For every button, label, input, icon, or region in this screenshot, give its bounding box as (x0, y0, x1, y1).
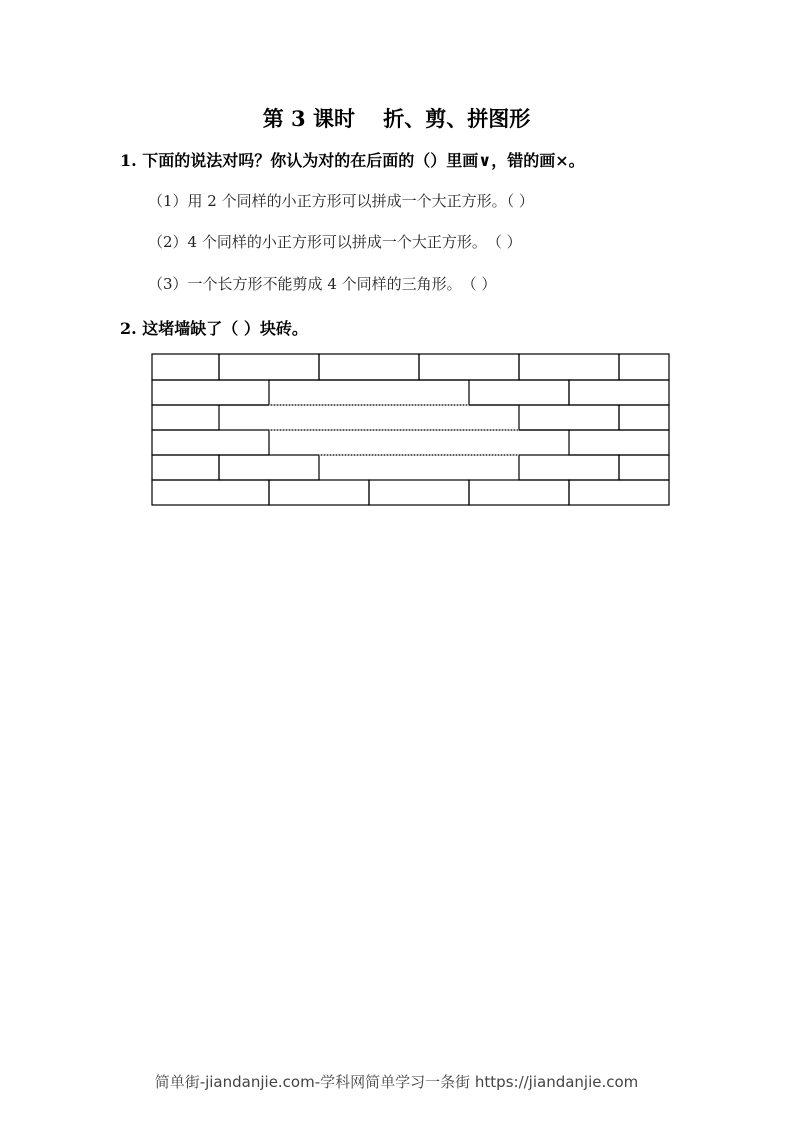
brick (519, 405, 619, 430)
brick (569, 480, 669, 505)
brick (619, 354, 669, 380)
brick (619, 405, 669, 430)
brick (152, 430, 269, 455)
brick (469, 380, 569, 405)
brick (219, 354, 319, 380)
brick (319, 354, 419, 380)
question-1-prompt: 1. 下面的说法对吗？你认为对的在后面的（）里画∨，错的画×。 (120, 151, 585, 170)
brick (269, 480, 369, 505)
brick (152, 455, 219, 480)
brick (152, 405, 219, 430)
brick (569, 380, 669, 405)
brick (619, 455, 669, 480)
brick (152, 480, 269, 505)
brick (152, 380, 269, 405)
question-2-prompt: 2. 这堵墙缺了（ ）块砖。 (120, 319, 308, 338)
brick (569, 430, 669, 455)
question-1-item: （3）一个长方形不能剪成 4 个同样的三角形。 （ ） (148, 275, 497, 293)
page-title: 第 3 课时 折、剪、拼图形 (262, 106, 531, 131)
footer-watermark: 简单街-jiandanjie.com-学科网简单学习一条街 https://jiandanjie.com (154, 1073, 639, 1091)
question-1-item: （2）4 个同样的小正方形可以拼成一个大正方形。 （ ） (148, 233, 522, 251)
brick (419, 354, 519, 380)
brick (219, 455, 319, 480)
question-1-item: （1）用 2 个同样的小正方形可以拼成一个大正方形。（ ） (148, 192, 534, 210)
brick (369, 480, 469, 505)
brick (469, 480, 569, 505)
brick (519, 455, 619, 480)
brick (152, 354, 219, 380)
brick (519, 354, 619, 380)
